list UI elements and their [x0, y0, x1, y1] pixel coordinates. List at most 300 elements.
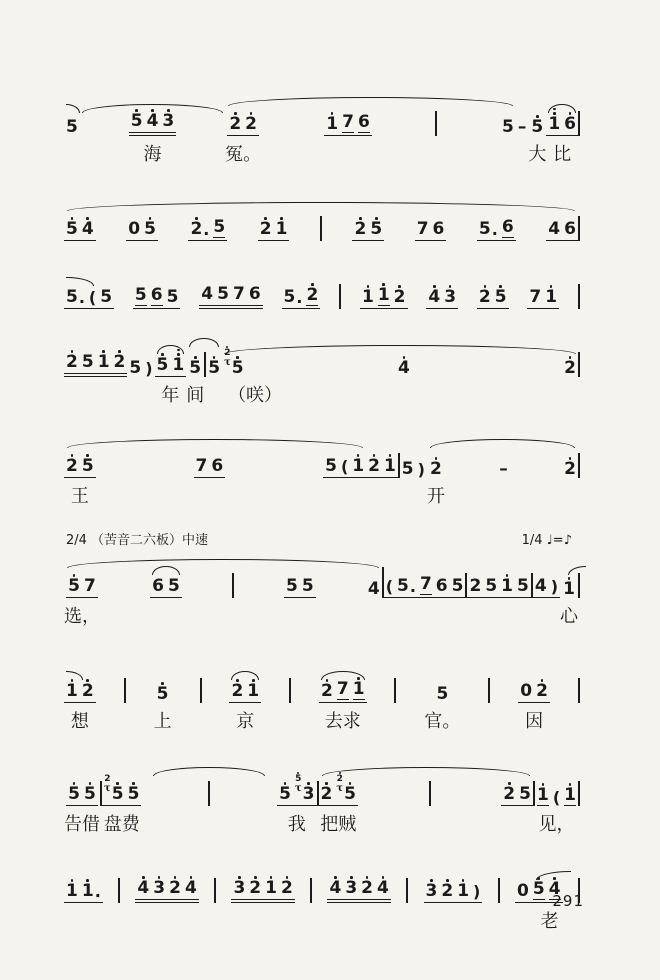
score-lines	[64, 88, 580, 938]
note-cell	[64, 273, 114, 309]
barline	[578, 111, 580, 136]
barline	[488, 678, 490, 703]
score-line	[64, 529, 580, 633]
note-token: 1	[352, 454, 364, 475]
barline	[578, 781, 580, 806]
note-cell	[188, 205, 227, 241]
note-token: 5	[129, 358, 142, 378]
note-token: 2 τ 5	[224, 348, 244, 378]
slur-group	[225, 100, 516, 171]
tie-arc	[67, 559, 379, 568]
note-token: (	[88, 288, 97, 307]
note-cell	[154, 667, 172, 738]
lyric: 我	[287, 814, 306, 834]
score-line	[64, 88, 580, 171]
note-cell	[277, 770, 316, 841]
note-token: 2	[368, 454, 380, 475]
note-token: 1	[172, 349, 184, 374]
note-token: 2	[564, 457, 576, 478]
barline	[429, 781, 431, 806]
note-token: 4	[377, 876, 389, 897]
note-cell	[366, 442, 398, 513]
barline-cell	[429, 770, 431, 841]
note-token: 2	[394, 285, 406, 306]
note-token: 7	[529, 287, 542, 307]
barline	[578, 453, 580, 478]
note-cell	[360, 273, 408, 309]
note-token: 5 τ 3	[294, 774, 315, 804]
note-cell	[546, 205, 578, 241]
lyric: 年	[161, 385, 180, 405]
lyric: 海	[143, 144, 162, 164]
barline-cell	[578, 273, 580, 309]
note-token: 5 .	[66, 287, 85, 307]
note-token: 2	[306, 283, 318, 306]
lyric: 京	[236, 711, 255, 731]
barline-cell	[310, 867, 312, 938]
note-token: 1	[378, 283, 390, 306]
note-cell	[434, 562, 466, 633]
note-token: 0	[520, 681, 533, 701]
note-token: 5	[157, 682, 169, 703]
note-token: 5	[531, 115, 543, 136]
lyric: 老	[540, 911, 559, 931]
note-token: 2	[469, 576, 482, 596]
note-cell	[64, 100, 80, 171]
note-cell	[319, 667, 367, 738]
note-cell	[323, 442, 366, 513]
note-token: 5	[501, 117, 514, 137]
note-token: 5	[82, 454, 94, 475]
score-line	[64, 758, 580, 841]
note-token: 5	[167, 576, 180, 596]
note-token: 2	[503, 782, 515, 803]
note-token: 4	[367, 579, 380, 599]
note-token: 1	[545, 285, 557, 306]
note-token: (	[552, 788, 561, 807]
note-token: 2	[479, 285, 491, 306]
note-cell	[497, 442, 510, 513]
barline-cell	[232, 562, 234, 633]
note-token: 3	[426, 879, 438, 900]
barline	[320, 216, 322, 241]
barline	[435, 111, 437, 136]
meter-label: 2/4 （苦音二六板）中速	[66, 533, 209, 548]
barline-cell	[208, 770, 210, 841]
note-token: )	[473, 882, 481, 901]
slur-group	[102, 770, 317, 841]
note-token: 4	[82, 217, 94, 238]
note-token: 2 τ 5	[336, 774, 356, 804]
note-token: 2	[281, 876, 293, 897]
note-token: (	[340, 457, 349, 476]
note-token: 6	[248, 284, 261, 304]
slur-group	[64, 442, 366, 513]
note-cell	[135, 867, 198, 938]
note-token: 4	[329, 876, 341, 897]
lyric: 选，	[64, 606, 100, 626]
note-cell	[467, 562, 499, 633]
note-token: 1	[98, 350, 110, 371]
note-token: 1	[326, 112, 338, 133]
note-token: 1	[457, 879, 469, 900]
note-token: 1	[548, 108, 560, 133]
note-token: 5	[128, 782, 140, 803]
note-token: 6	[152, 576, 164, 596]
barline	[406, 878, 408, 903]
lyric: 大	[528, 144, 547, 164]
note-token: –	[499, 459, 508, 479]
score-line	[64, 430, 580, 513]
note-cell	[477, 205, 516, 241]
note-token: 5	[519, 784, 531, 804]
score-line	[64, 655, 580, 738]
score-line	[64, 329, 580, 412]
note-cell	[528, 100, 546, 171]
note-cell	[427, 442, 445, 513]
note-cell	[424, 667, 460, 738]
barline-cell	[394, 667, 396, 738]
note-token: 2	[169, 876, 181, 897]
note-token: 5	[68, 574, 80, 595]
note-token: 6	[432, 219, 445, 239]
note-token: 5	[68, 782, 80, 803]
note-cell	[64, 562, 100, 633]
note-token: 4	[147, 109, 159, 130]
grace-note: 2 τ	[336, 774, 344, 794]
lyric: 想	[70, 711, 89, 731]
note-cell	[424, 867, 483, 938]
note-cell	[499, 562, 531, 633]
note-token: 7	[232, 284, 245, 304]
note-token: 5	[100, 287, 113, 307]
note-cell	[500, 100, 516, 171]
note-token: 5 .	[397, 576, 416, 596]
note-cell	[199, 273, 262, 309]
note-token: 1	[384, 454, 396, 475]
note-token: 7	[416, 219, 429, 239]
barline	[578, 573, 580, 598]
tempo-label: 1/4 ♩=♪	[521, 533, 572, 548]
note-token: 1	[537, 783, 549, 806]
note-token: 7	[419, 574, 432, 594]
note-token: 1	[353, 677, 365, 700]
note-token: 5	[217, 284, 229, 304]
score-line	[64, 193, 580, 241]
note-cell	[150, 562, 182, 633]
lyric: 见，	[538, 814, 575, 834]
note-token: 7	[84, 576, 96, 596]
note-token: 4	[201, 284, 214, 304]
barline	[118, 878, 120, 903]
note-token: 5	[401, 459, 414, 479]
note-token: 5	[485, 576, 498, 596]
note-cell	[384, 562, 434, 633]
lyric: 间	[186, 385, 205, 405]
note-token: 5 .	[283, 287, 303, 307]
note-token: 2	[229, 112, 241, 133]
note-cell	[562, 442, 578, 513]
note-token: 6	[564, 219, 576, 239]
note-token: 1	[265, 876, 277, 897]
barline	[394, 678, 396, 703]
note-token: 5	[495, 285, 507, 306]
note-cell	[133, 273, 181, 309]
barline	[200, 678, 202, 703]
barline	[578, 678, 580, 703]
note-token: 2	[249, 876, 261, 897]
note-token: 6	[501, 217, 514, 237]
barline	[310, 878, 312, 903]
note-token: 3	[444, 285, 456, 306]
note-token: 5	[325, 456, 337, 476]
lyric: 冤。	[225, 144, 262, 164]
note-token: 2 .	[190, 217, 209, 238]
note-token: )	[417, 460, 425, 479]
barline-cell	[498, 867, 500, 938]
note-token: 2	[231, 679, 243, 700]
note-token: 5	[213, 217, 226, 237]
note-cell	[527, 273, 559, 309]
note-cell	[258, 205, 290, 241]
barline-cell	[578, 205, 580, 241]
note-cell	[64, 770, 100, 841]
note-token: 2	[245, 112, 257, 133]
note-token: 7	[336, 679, 349, 699]
note-cell	[327, 867, 390, 938]
note-token: 4	[548, 219, 561, 239]
note-cell	[282, 273, 321, 309]
note-token: 2	[321, 782, 333, 803]
barline	[214, 878, 216, 903]
note-token: 4	[428, 285, 440, 306]
note-token: 4	[185, 876, 197, 897]
barline-cell	[320, 205, 322, 241]
note-token: 0	[128, 219, 141, 239]
note-token: 5	[166, 287, 179, 307]
note-token: –	[517, 117, 527, 137]
note-cell	[222, 341, 578, 412]
barline-cell	[578, 562, 580, 633]
note-cell	[352, 205, 384, 241]
barline-cell	[578, 100, 580, 171]
note-token: 5	[301, 576, 314, 596]
note-token: 5	[84, 782, 96, 803]
note-token: 5	[66, 117, 78, 137]
page-number: 291	[552, 892, 584, 910]
note-token: 5	[208, 356, 220, 377]
note-cell	[319, 770, 358, 841]
lyric: 去求	[324, 711, 361, 731]
note-token: 3	[153, 876, 165, 897]
slur-group	[427, 442, 578, 513]
note-token: 1	[563, 577, 575, 598]
note-token: 7	[195, 456, 208, 476]
lyric: 王	[70, 486, 89, 506]
note-cell	[126, 205, 158, 241]
note-cell	[206, 341, 222, 412]
note-token: 5	[144, 217, 156, 238]
note-token: 1	[66, 879, 78, 900]
barline-cell	[339, 273, 341, 309]
note-token: 1	[66, 679, 78, 700]
note-token: 5 .	[478, 219, 498, 239]
note-cell	[127, 341, 154, 412]
lyric: 心	[560, 606, 578, 626]
note-token: 1 .	[82, 879, 101, 900]
lyric: 因	[525, 711, 544, 731]
note-token: 6	[211, 456, 224, 476]
note-token: 6	[357, 112, 370, 132]
note-cell	[225, 100, 261, 171]
barline	[498, 878, 500, 903]
note-cell	[64, 341, 127, 412]
barline-cell	[578, 442, 580, 513]
note-token: 2	[354, 217, 366, 238]
note-cell	[518, 667, 550, 738]
note-token: 6	[564, 112, 576, 133]
score-line	[64, 855, 580, 938]
barline	[339, 284, 341, 309]
note-token: 4	[398, 356, 410, 377]
barline	[208, 781, 210, 806]
note-token: 5	[131, 109, 143, 130]
note-token: 6	[150, 285, 163, 305]
lyric: 上	[153, 711, 172, 731]
note-cell	[415, 205, 447, 241]
lyric: （咲）	[228, 385, 283, 405]
note-token: 2	[536, 679, 548, 700]
score-line	[64, 261, 580, 309]
note-cell	[366, 562, 382, 633]
note-cell	[535, 770, 578, 841]
note-token: 2	[430, 457, 442, 478]
note-token: 0	[517, 881, 529, 901]
lyric: 开	[426, 486, 445, 506]
note-token: 4	[137, 876, 149, 897]
note-token: 5	[157, 353, 169, 374]
barline-cell	[200, 667, 202, 738]
note-token: 2	[564, 356, 576, 377]
note-token: 5	[517, 576, 529, 596]
note-token: 2	[260, 217, 272, 238]
note-cell	[533, 562, 560, 633]
barline-cell	[118, 867, 120, 938]
note-cell	[80, 100, 225, 171]
note-cell	[155, 341, 187, 412]
grace-note: 2 τ	[224, 348, 231, 368]
note-cell	[186, 341, 204, 412]
note-token: 4	[534, 576, 547, 596]
note-cell	[64, 667, 96, 738]
note-token: 1	[564, 783, 576, 806]
barline-cell	[435, 100, 437, 171]
note-cell	[64, 205, 96, 241]
note-cell	[229, 667, 261, 738]
lyric: 官。	[424, 711, 461, 731]
note-token: 5	[436, 684, 449, 704]
note-cell	[231, 867, 294, 938]
note-token: (	[385, 577, 394, 596]
note-token: 2	[361, 876, 373, 897]
barline	[124, 678, 126, 703]
note-token: 2	[114, 350, 126, 371]
note-cell	[546, 100, 578, 171]
grace-note: 2 τ	[104, 774, 111, 794]
grace-note: 5 τ	[294, 774, 302, 794]
note-token: 2	[441, 879, 453, 900]
note-cell	[64, 867, 103, 938]
note-token: 5	[279, 782, 291, 803]
barline-cell	[488, 667, 490, 738]
barline	[289, 678, 291, 703]
note-token: 1	[247, 679, 259, 700]
barline-cell	[578, 341, 580, 412]
note-token: 5	[451, 576, 464, 596]
note-token: 5	[81, 352, 94, 372]
barline-cell	[578, 770, 580, 841]
note-token: 7	[342, 112, 354, 132]
note-token: 2	[321, 679, 333, 700]
note-cell	[516, 100, 529, 171]
note-token: 5	[189, 356, 201, 377]
note-token: 6	[435, 576, 448, 596]
barline-cell	[124, 667, 126, 738]
note-cell	[64, 442, 96, 513]
note-cell	[426, 273, 458, 309]
barline-cell	[289, 667, 291, 738]
note-token: 5	[66, 217, 78, 238]
note-token: 2	[82, 679, 94, 700]
barline-cell	[406, 867, 408, 938]
barline-cell	[578, 667, 580, 738]
barline	[578, 216, 580, 241]
note-token: 2 τ 5	[104, 774, 124, 804]
note-token: 1	[501, 574, 513, 595]
barline-cell	[214, 867, 216, 938]
note-token: 1	[276, 217, 288, 238]
note-token: 5	[533, 877, 545, 900]
slur-group	[64, 205, 578, 241]
note-token: 3	[162, 109, 174, 130]
note-token: 1	[362, 285, 374, 306]
note-token: 3	[345, 876, 357, 897]
note-cell	[284, 562, 316, 633]
note-token: 5	[134, 285, 147, 305]
lyric: 把贼	[320, 814, 357, 834]
note-token: 5	[286, 576, 298, 596]
note-token: 5	[370, 217, 382, 238]
note-cell	[501, 770, 533, 841]
slur-group	[186, 341, 222, 412]
note-cell	[102, 770, 141, 841]
lyric: 告借	[64, 814, 100, 834]
note-token: 2	[66, 454, 78, 475]
barline	[578, 352, 580, 377]
note-cell	[400, 442, 427, 513]
note-token: )	[145, 359, 153, 378]
slur-group	[64, 562, 382, 633]
note-token: 4	[549, 877, 561, 900]
lyric: 比	[553, 144, 572, 164]
note-token: 2	[66, 350, 78, 371]
barline	[232, 573, 234, 598]
note-cell	[560, 562, 578, 633]
note-cell	[324, 100, 372, 171]
note-token: 3	[233, 876, 245, 897]
lyric: 盘费	[103, 814, 140, 834]
barline	[578, 284, 580, 309]
